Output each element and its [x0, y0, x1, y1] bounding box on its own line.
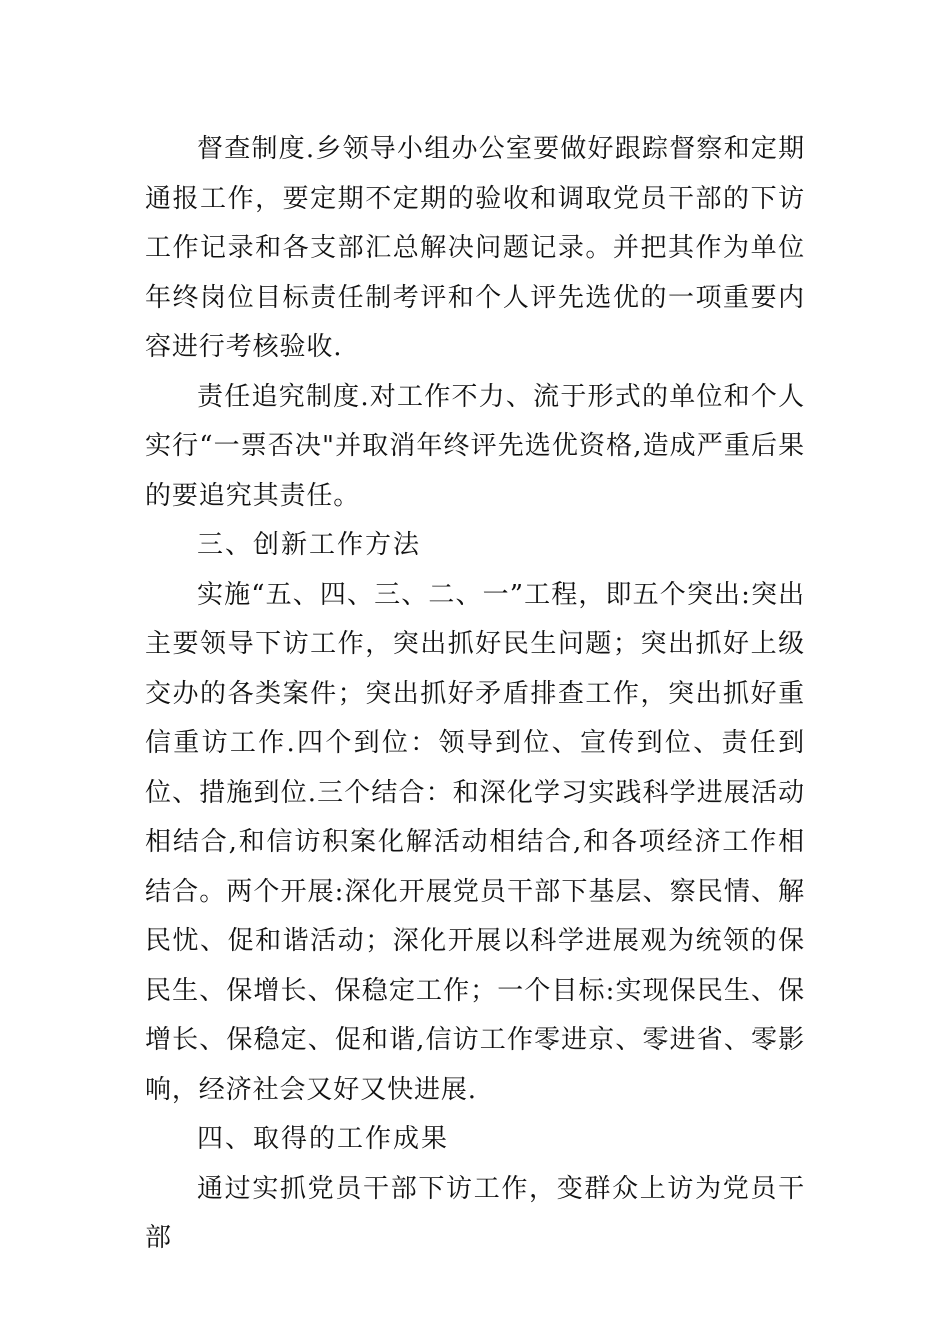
- paragraph-results-intro: 通过实抓党员干部下访工作，变群众上访为党员干部: [145, 1173, 805, 1253]
- paragraph-supervision-system: 督查制度.乡领导小组办公室要做好跟踪督察和定期通报工作，要定期不定期的验收和调取党员干部的下访工作记录和各支部汇总解决问题记录。并把其作为单位年终岗位目标责任制考评和个人评先选优的一项重要内容进行考核验收.: [145, 134, 805, 362]
- paragraph-accountability-system: 责任追究制度.对工作不力、流于形式的单位和个人实行“一票否决"并取消年终评先选优资格,造成严重后果的要追究其责任。: [145, 381, 805, 511]
- section-heading-work-results: 四、取得的工作成果: [197, 1124, 450, 1154]
- document-page: [145, 125, 805, 1264]
- section-heading-innovate-methods: 三、创新工作方法: [197, 530, 422, 560]
- paragraph-five-four-three-two-one: 实施“五、四、三、二、一”工程，即五个突出:突出主要领导下访工作，突出抓好民生问题；突出抓好上级交办的各类案件；突出抓好矛盾排查工作，突出抓好重信重访工作.四个到位：领导到位、宣传到位、责任到位、措施到位.三个结合：和深化学习实践科学进展活动相结合,和信访积案化解活动相结合,和各项经济工作相结合。两个开展:深化开展党员干部下基层、察民情、解民忧、促和谐活动；深化开展以科学进展观为统领的保民生、保增长、保稳定工作；一个目标:实现保民生、保增长、保稳定、促和谐,信访工作零进京、零进省、零影响，经济社会又好又快进展.: [145, 579, 805, 1105]
